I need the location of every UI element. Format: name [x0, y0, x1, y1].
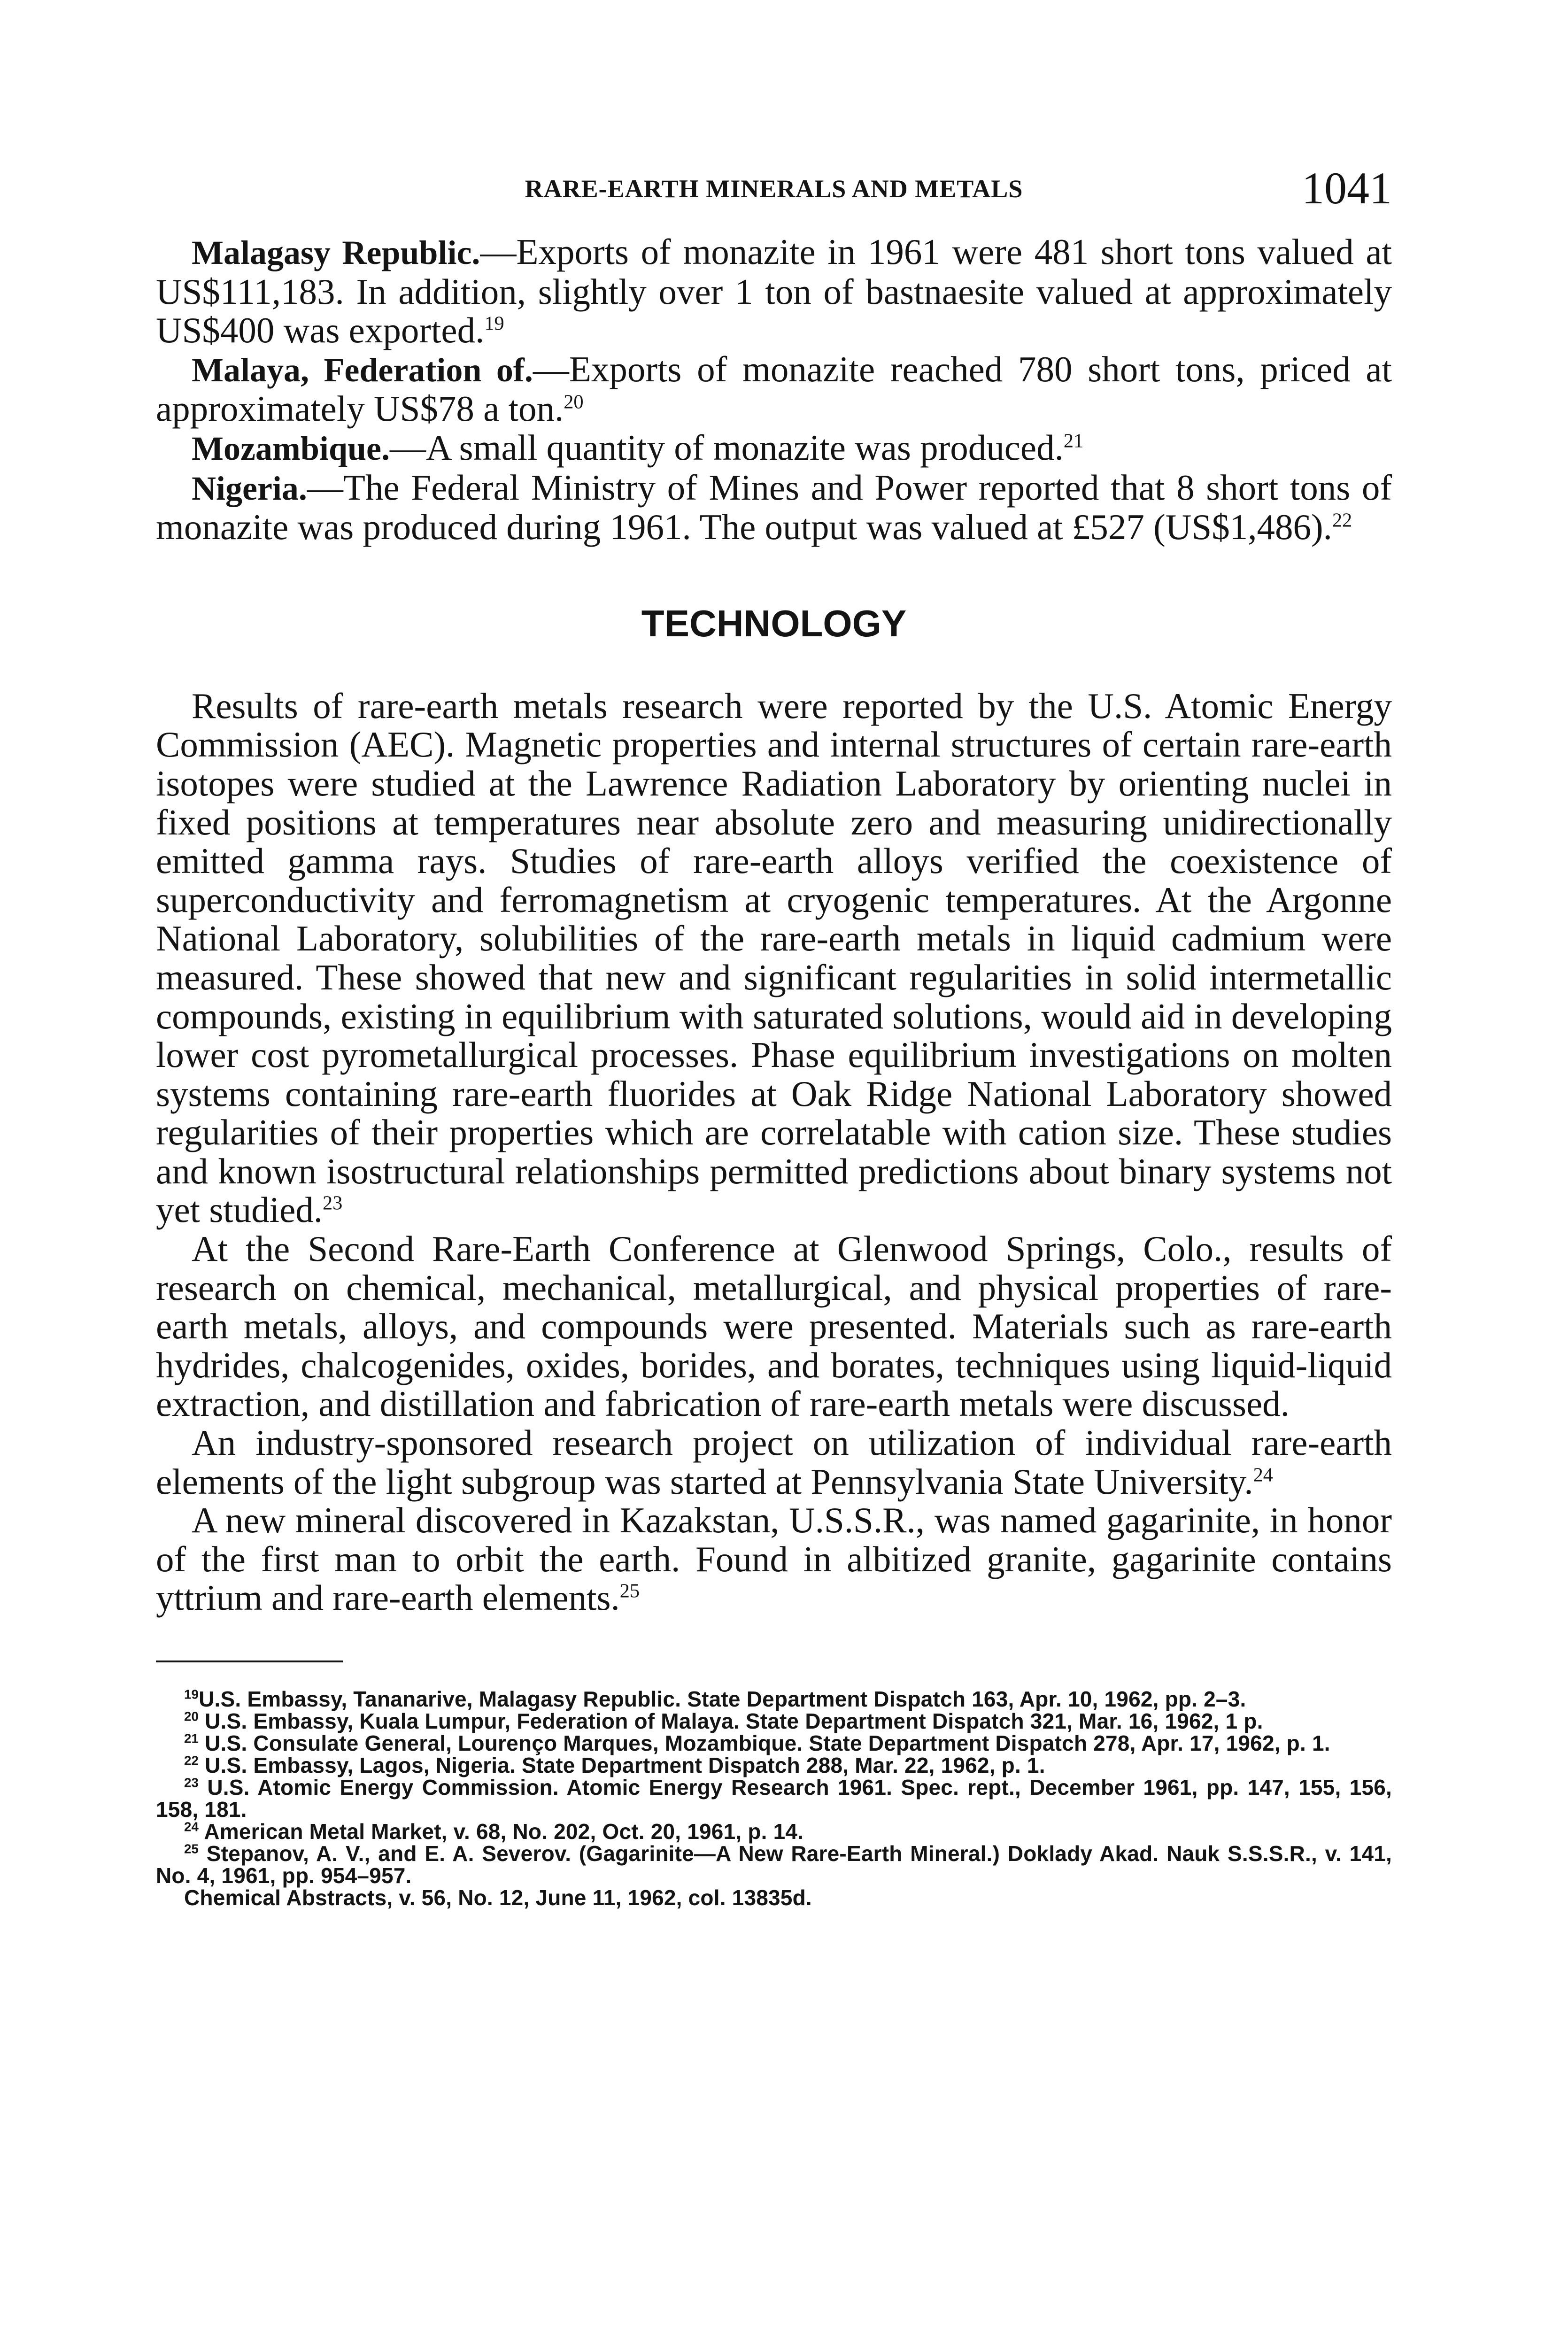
paragraph-text: A new mineral discovered in Kazakstan, U.S.S.R., was named gagarinite, in honor of the first man to orbit the earth. Found in albitized granite, gagarinite contains yttrium and rare-earth elements. [156, 1500, 1392, 1618]
page-number: 1041 [1302, 163, 1392, 213]
section-heading: TECHNOLOGY [641, 602, 907, 644]
footnote [156, 1710, 1392, 1732]
country-entry-malaya [156, 350, 1392, 428]
footnote-ref: 22 [1332, 509, 1352, 532]
footnote [156, 1776, 1392, 1821]
page-header [156, 157, 1392, 228]
footnote-ref: 20 [564, 391, 584, 413]
footnote-number: 22 [184, 1753, 199, 1768]
country-name: Nigeria. [192, 469, 307, 507]
footnote-continuation: Chemical Abstracts, v. 56, No. 12, June 11, 1962, col. 13835d. [184, 1885, 812, 1910]
footnote-ref: 25 [619, 1580, 640, 1602]
footnote-text: U.S. Embassy, Kuala Lumpur, Federation of Malaya. State Department Dispatch 321, Mar. 16, 1962, 1 p. [205, 1709, 1263, 1733]
footnote-text: American Metal Market, v. 68, No. 202, Oct. 20, 1961, p. 14. [204, 1819, 804, 1844]
paragraph-text: At the Second Rare-Earth Conference at Glenwood Springs, Colo., results of research on chemical, mechanical, metallurgical, and physical properties of rare-earth metals, alloys, and compounds were presented. Materials such as rare-earth hydrides, chalcogenides, oxides, borides, and borates, techniques using liquid-liquid extraction, and distillation and fabrication of rare-earth metals were discussed. [156, 1228, 1392, 1424]
paragraph-text: Results of rare-earth metals research were reported by the U.S. Atomic Energy Commission (AEC). Magnetic properties and internal structures of certain rare-earth isotopes were studied at the Lawrence Radiation Laboratory by orienting nuclei in fixed positions at temperatures near absolute zero and measuring unidirectionally emitted gamma rays. Studies of rare-earth alloys verified the coexistence of superconductivity and ferromagnetism at cryogenic temperatures. At the Argonne National Laboratory, solubilities of the rare-earth metals in liquid cadmium were measured. These showed that new and significant regularities in solid intermetallic compounds, existing in equilibrium with saturated solutions, would aid in developing lower cost pyrometallurgical processes. Phase equilibrium investigations on molten systems containing rare-earth fluorides at Oak Ridge National Laboratory showed regularities of their properties which are correlatable with cation size. These studies and known isostructural relationships permitted predictions about binary systems not yet studied. [156, 685, 1392, 1230]
country-name: Mozambique. [192, 429, 390, 467]
footnote-text: U.S. Consulate General, Lourenço Marques, Mozambique. State Department Dispatch 278, Apr. 17, 1962, p. 1. [205, 1731, 1330, 1755]
footnote [156, 1821, 1392, 1843]
footnotes [156, 1688, 1392, 1909]
footnote-number: 21 [184, 1731, 199, 1746]
footnote [156, 1732, 1392, 1754]
country-name: Malaya, Federation of. [192, 351, 533, 389]
paragraph-gagarinite [156, 1501, 1392, 1617]
footnote-ref: 24 [1253, 1463, 1273, 1486]
paragraph-text: An industry-sponsored research project on utilization of individual rare-earth elements of the light subgroup was started at Pennsylvania State University. [156, 1422, 1392, 1502]
paragraph-penn-state [156, 1423, 1392, 1501]
country-entry-nigeria [156, 468, 1392, 547]
footnote-number: 20 [184, 1709, 199, 1724]
entry-text: —A small quantity of monazite was produced. [389, 427, 1064, 468]
entry-text: —Exports of monazite reached 780 short tons, priced at approximately US$78 a ton. [156, 348, 1392, 429]
entry-text: —Exports of monazite in 1961 were 481 short tons valued at US$111,183. In addition, slightly over 1 ton of bastnaesite valued at approximately US$400 was exported. [156, 232, 1392, 351]
entry-text: —The Federal Ministry of Mines and Power reported that 8 short tons of monazite was produced during 1961. The output was valued at £527 (US$1,486). [156, 467, 1392, 548]
footnote-text: U.S. Embassy, Tananarive, Malagasy Republic. State Department Dispatch 163, Apr. 10, 1962, pp. 2–3. [199, 1687, 1246, 1711]
footnote-ref: 19 [484, 312, 504, 335]
footnote-text: U.S. Atomic Energy Commission. Atomic Energy Research 1961. Spec. rept., December 1961, pp. 147, 155, 156, 158, 181. [156, 1775, 1392, 1822]
footnote-ref: 23 [323, 1192, 343, 1214]
footnote [156, 1843, 1392, 1887]
paragraph-aec-research [156, 687, 1392, 1229]
footnote-number: 25 [184, 1841, 199, 1856]
paragraph-conference [156, 1229, 1392, 1423]
footnote-number: 19 [184, 1687, 199, 1702]
country-entry-malagasy [156, 232, 1392, 350]
footnote-number: 24 [184, 1819, 199, 1834]
footnote-divider [156, 1661, 343, 1662]
footnote-number: 23 [184, 1775, 199, 1790]
running-head: RARE-EARTH MINERALS AND METALS [525, 175, 1023, 203]
footnote [156, 1688, 1392, 1710]
country-name: Malagasy Republic. [192, 234, 480, 271]
footnote-text: U.S. Embassy, Lagos, Nigeria. State Department Dispatch 288, Mar. 22, 1962, p. 1. [205, 1753, 1045, 1777]
document-page [156, 157, 1392, 2348]
footnote-text: Stepanov, A. V., and E. A. Severov. (Gagarinite—A New Rare-Earth Mineral.) Doklady Akad. Nauk S.S.S.R., v. 141, No. 4, 1961, pp. 954–957. [156, 1841, 1392, 1888]
country-entry-mozambique [156, 428, 1392, 468]
footnote [156, 1754, 1392, 1776]
footnote-ref: 21 [1063, 430, 1084, 452]
